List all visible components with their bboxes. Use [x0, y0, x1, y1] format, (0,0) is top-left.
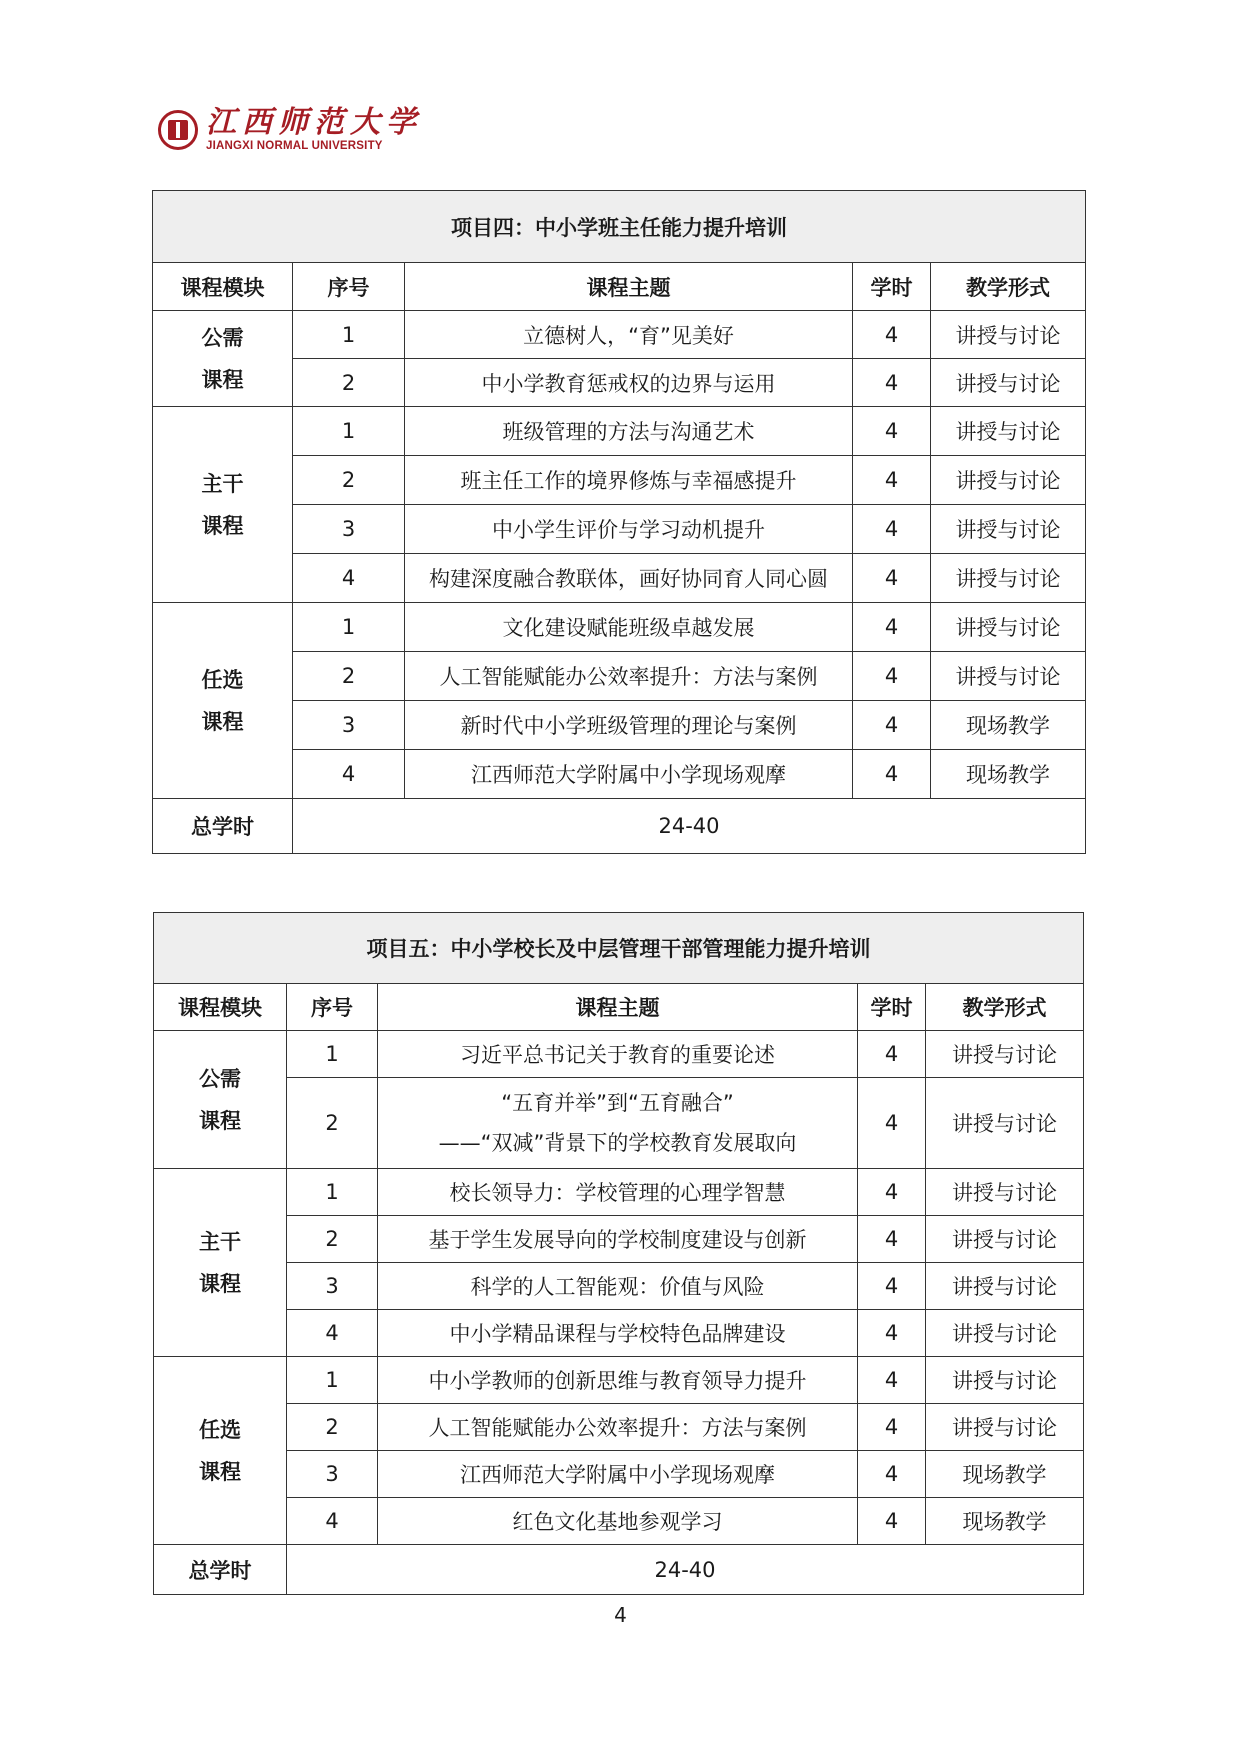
university-name-cn: 江西师范大学	[206, 105, 422, 140]
row-topic: 江西师范大学附属中小学现场观摩	[405, 750, 853, 799]
header-module: 课程模块	[153, 263, 293, 311]
row-number: 3	[287, 1263, 378, 1310]
row-form: 现场教学	[926, 1498, 1084, 1545]
row-number: 2	[287, 1216, 378, 1263]
table-row	[153, 456, 1086, 505]
module-cell	[154, 1169, 287, 1357]
row-number: 2	[293, 652, 405, 701]
row-number: 4	[293, 554, 405, 603]
row-hours: 4	[853, 456, 931, 505]
row-topic: 中小学生评价与学习动机提升	[405, 505, 853, 554]
row-topic: 人工智能赋能办公效率提升：方法与案例	[405, 652, 853, 701]
table-row	[153, 652, 1086, 701]
row-number: 3	[293, 701, 405, 750]
module-name: 公需	[201, 325, 244, 350]
table-row	[154, 1357, 1084, 1404]
module-name: 任选	[201, 667, 244, 692]
page-number: 4	[614, 1603, 627, 1627]
row-form: 讲授与讨论	[931, 456, 1086, 505]
module-name: 主干	[201, 471, 244, 496]
row-form: 讲授与讨论	[931, 359, 1086, 407]
row-form: 讲授与讨论	[931, 652, 1086, 701]
row-number: 4	[287, 1498, 378, 1545]
total-value: 24-40	[293, 799, 1086, 854]
row-hours: 4	[853, 505, 931, 554]
row-form: 讲授与讨论	[926, 1404, 1084, 1451]
row-number: 1	[287, 1031, 378, 1078]
module-cell	[153, 407, 293, 603]
table-row	[153, 359, 1086, 407]
module-name: 课程	[201, 513, 244, 538]
row-form: 讲授与讨论	[931, 311, 1086, 359]
module-name: 主干	[199, 1229, 241, 1254]
module-cell	[154, 1031, 287, 1169]
row-hours: 4	[858, 1310, 926, 1357]
row-number: 1	[293, 407, 405, 456]
header-module: 课程模块	[154, 984, 287, 1031]
total-label: 总学时	[154, 1545, 287, 1595]
module-name: 课程	[199, 1108, 241, 1133]
row-topic	[378, 1078, 858, 1169]
module-name: 课程	[201, 709, 244, 734]
row-number: 1	[293, 311, 405, 359]
table-row	[153, 311, 1086, 359]
table-row	[154, 1404, 1084, 1451]
row-topic: 中小学教育惩戒权的边界与运用	[405, 359, 853, 407]
row-topic: 立德树人，“育”见美好	[405, 311, 853, 359]
table-row	[154, 1216, 1084, 1263]
row-form: 讲授与讨论	[931, 407, 1086, 456]
module-name: 课程	[199, 1271, 241, 1296]
row-form: 讲授与讨论	[926, 1031, 1084, 1078]
row-hours: 4	[853, 359, 931, 407]
header-form: 教学形式	[931, 263, 1086, 311]
module-name: 公需	[199, 1066, 241, 1091]
row-topic: 校长领导力：学校管理的心理学智慧	[378, 1169, 858, 1216]
row-number: 2	[293, 359, 405, 407]
row-hours: 4	[858, 1216, 926, 1263]
course-table-project-4	[152, 190, 1086, 854]
row-hours: 4	[858, 1169, 926, 1216]
row-form: 讲授与讨论	[926, 1078, 1084, 1169]
row-topic: 红色文化基地参观学习	[378, 1498, 858, 1545]
table-row	[154, 1078, 1084, 1169]
row-hours: 4	[858, 1263, 926, 1310]
header-number: 序号	[293, 263, 405, 311]
row-form: 讲授与讨论	[926, 1169, 1084, 1216]
course-table-project-5	[153, 912, 1084, 1595]
row-number: 1	[287, 1357, 378, 1404]
row-topic: 基于学生发展导向的学校制度建设与创新	[378, 1216, 858, 1263]
row-hours: 4	[853, 603, 931, 652]
row-topic: 班级管理的方法与沟通艺术	[405, 407, 853, 456]
total-row	[153, 799, 1086, 854]
header-form: 教学形式	[926, 984, 1084, 1031]
module-name: 任选	[199, 1417, 241, 1442]
total-row	[154, 1545, 1084, 1595]
row-topic: 人工智能赋能办公效率提升：方法与案例	[378, 1404, 858, 1451]
row-form: 讲授与讨论	[931, 603, 1086, 652]
table-row	[154, 1169, 1084, 1216]
row-form: 讲授与讨论	[931, 554, 1086, 603]
header-topic: 课程主题	[378, 984, 858, 1031]
table-title: 项目五：中小学校长及中层管理干部管理能力提升培训	[154, 913, 1084, 984]
row-topic-line2: ——“双减”背景下的学校教育发展取向	[438, 1131, 797, 1155]
total-label: 总学时	[153, 799, 293, 854]
row-topic: 文化建设赋能班级卓越发展	[405, 603, 853, 652]
table-title: 项目四：中小学班主任能力提升培训	[153, 191, 1086, 263]
table-row	[154, 1451, 1084, 1498]
table-row	[154, 1310, 1084, 1357]
module-cell	[153, 311, 293, 407]
row-number: 3	[287, 1451, 378, 1498]
row-number: 2	[287, 1078, 378, 1169]
table-row	[153, 750, 1086, 799]
row-topic: 习近平总书记关于教育的重要论述	[378, 1031, 858, 1078]
row-topic-line1: “五育并举”到“五育融合”	[501, 1091, 734, 1115]
table-row	[153, 603, 1086, 652]
row-topic: 班主任工作的境界修炼与幸福感提升	[405, 456, 853, 505]
row-topic: 江西师范大学附属中小学现场观摩	[378, 1451, 858, 1498]
row-form: 现场教学	[931, 750, 1086, 799]
row-topic: 中小学教师的创新思维与教育领导力提升	[378, 1357, 858, 1404]
row-topic: 中小学精品课程与学校特色品牌建设	[378, 1310, 858, 1357]
row-hours: 4	[858, 1078, 926, 1169]
table-row	[153, 701, 1086, 750]
table-row	[154, 1263, 1084, 1310]
row-form: 讲授与讨论	[926, 1216, 1084, 1263]
row-form: 现场教学	[931, 701, 1086, 750]
row-hours: 4	[858, 1451, 926, 1498]
row-hours: 4	[858, 1404, 926, 1451]
row-hours: 4	[853, 554, 931, 603]
row-number: 1	[293, 603, 405, 652]
row-hours: 4	[853, 652, 931, 701]
row-number: 3	[293, 505, 405, 554]
row-hours: 4	[858, 1031, 926, 1078]
table-row	[154, 1498, 1084, 1545]
row-form: 讲授与讨论	[931, 505, 1086, 554]
university-name-en: JIANGXI NORMAL UNIVERSITY	[206, 140, 383, 152]
row-hours: 4	[853, 701, 931, 750]
row-hours: 4	[853, 407, 931, 456]
table-row	[154, 1031, 1084, 1078]
header-topic: 课程主题	[405, 263, 853, 311]
row-form: 现场教学	[926, 1451, 1084, 1498]
table-row	[153, 554, 1086, 603]
row-hours: 4	[853, 311, 931, 359]
row-number: 1	[287, 1169, 378, 1216]
row-topic: 新时代中小学班级管理的理论与案例	[405, 701, 853, 750]
row-topic: 科学的人工智能观：价值与风险	[378, 1263, 858, 1310]
module-cell	[153, 603, 293, 799]
university-logo	[158, 105, 422, 158]
header-hours: 学时	[853, 263, 931, 311]
row-number: 2	[293, 456, 405, 505]
header-hours: 学时	[858, 984, 926, 1031]
university-seal-icon	[158, 110, 198, 150]
table-row	[153, 407, 1086, 456]
row-form: 讲授与讨论	[926, 1310, 1084, 1357]
module-cell	[154, 1357, 287, 1545]
row-hours: 4	[858, 1357, 926, 1404]
table-row	[153, 505, 1086, 554]
row-number: 2	[287, 1404, 378, 1451]
module-name: 课程	[201, 367, 244, 392]
row-form: 讲授与讨论	[926, 1263, 1084, 1310]
row-number: 4	[293, 750, 405, 799]
header-number: 序号	[287, 984, 378, 1031]
total-value: 24-40	[287, 1545, 1084, 1595]
module-name: 课程	[199, 1459, 241, 1484]
row-form: 讲授与讨论	[926, 1357, 1084, 1404]
row-hours: 4	[853, 750, 931, 799]
row-topic: 构建深度融合教联体，画好协同育人同心圆	[405, 554, 853, 603]
row-number: 4	[287, 1310, 378, 1357]
row-hours: 4	[858, 1498, 926, 1545]
